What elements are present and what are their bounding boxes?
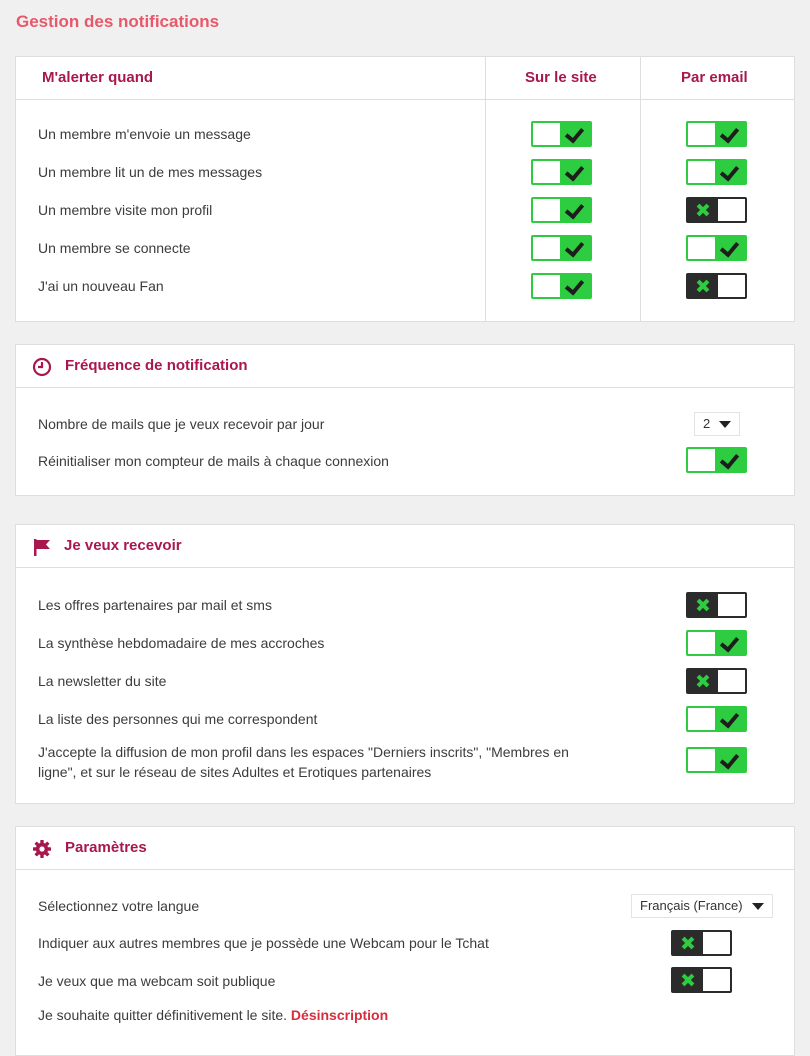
receive-item-label: La synthèse hebdomadaire de mes accroches: [38, 635, 325, 651]
mails-per-day-value: 2: [703, 416, 711, 431]
column-header-site: Sur le site: [525, 69, 597, 86]
email-toggle[interactable]: [686, 159, 747, 185]
email-toggle[interactable]: [686, 197, 747, 223]
receive-item-label: ligne", et sur le réseau de sites Adultes et Erotiques partenaires: [38, 764, 432, 780]
public-webcam-toggle[interactable]: [671, 967, 732, 993]
section-title: Paramètres: [65, 839, 147, 856]
receive-item-label: J'accepte la diffusion de mon profil dans les espaces "Derniers inscrits", "Membres en: [38, 744, 569, 760]
chevron-down-icon: [752, 903, 764, 910]
partner-offers-toggle[interactable]: [686, 592, 747, 618]
language-value: Français (France): [640, 898, 743, 913]
mails-per-day-select[interactable]: [694, 412, 740, 436]
column-header-email: Par email: [681, 69, 748, 86]
site-toggle[interactable]: [531, 121, 592, 147]
reset-counter-label: Réinitialiser mon compteur de mails à chaque connexion: [38, 453, 389, 469]
site-toggle[interactable]: [531, 273, 592, 299]
frequency-panel: [15, 344, 795, 496]
alert-row-label: Un membre lit un de mes messages: [38, 164, 263, 180]
email-toggle[interactable]: [686, 235, 747, 261]
webcam-label: Indiquer aux autres membres que je possède une Webcam pour le Tchat: [38, 935, 489, 951]
email-toggle[interactable]: [686, 121, 747, 147]
column-header-event: M'alerter quand: [42, 69, 154, 86]
profile-diffusion-toggle[interactable]: [686, 747, 747, 773]
alerts-panel: [15, 56, 795, 322]
clock-icon: [32, 357, 52, 377]
site-toggle[interactable]: [531, 197, 592, 223]
public-webcam-label: Je veux que ma webcam soit publique: [38, 973, 276, 989]
site-toggle[interactable]: [531, 159, 592, 185]
unsubscribe-link[interactable]: Désinscription: [290, 1007, 389, 1023]
alert-row-label: J'ai un nouveau Fan: [38, 278, 164, 294]
receive-item-label: La liste des personnes qui me correspondent: [38, 711, 318, 727]
page-title: Gestion des notifications: [16, 12, 220, 31]
reset-counter-toggle[interactable]: [686, 447, 747, 473]
alert-row-label: Un membre se connecte: [38, 240, 191, 256]
flag-icon: [32, 537, 52, 557]
quit-row: [38, 1007, 388, 1023]
quit-label: Je souhaite quitter définitivement le site.: [38, 1007, 291, 1023]
section-header: [16, 827, 794, 870]
alert-row-label: Un membre m'envoie un message: [38, 126, 251, 142]
settings-panel: [15, 826, 795, 1056]
newsletter-toggle[interactable]: [686, 668, 747, 694]
section-title: Je veux recevoir: [64, 537, 182, 554]
header-divider: [16, 99, 794, 100]
section-title: Fréquence de notification: [65, 357, 248, 374]
receive-item-label: La newsletter du site: [38, 673, 167, 689]
language-label: Sélectionnez votre langue: [38, 898, 200, 914]
receive-item-label: Les offres partenaires par mail et sms: [38, 597, 272, 613]
section-header: [16, 525, 794, 568]
receive-panel: [15, 524, 795, 804]
mails-per-day-label: Nombre de mails que je veux recevoir par jour: [38, 416, 325, 432]
column-divider: [640, 57, 641, 321]
email-toggle[interactable]: [686, 273, 747, 299]
matches-list-toggle[interactable]: [686, 706, 747, 732]
site-toggle[interactable]: [531, 235, 592, 261]
webcam-toggle[interactable]: [671, 930, 732, 956]
language-select[interactable]: [631, 894, 773, 918]
chevron-down-icon: [719, 421, 731, 428]
alert-row-label: Un membre visite mon profil: [38, 202, 213, 218]
gear-icon: [32, 839, 52, 859]
weekly-summary-toggle[interactable]: [686, 630, 747, 656]
section-header: [16, 345, 794, 388]
column-divider: [485, 57, 486, 321]
